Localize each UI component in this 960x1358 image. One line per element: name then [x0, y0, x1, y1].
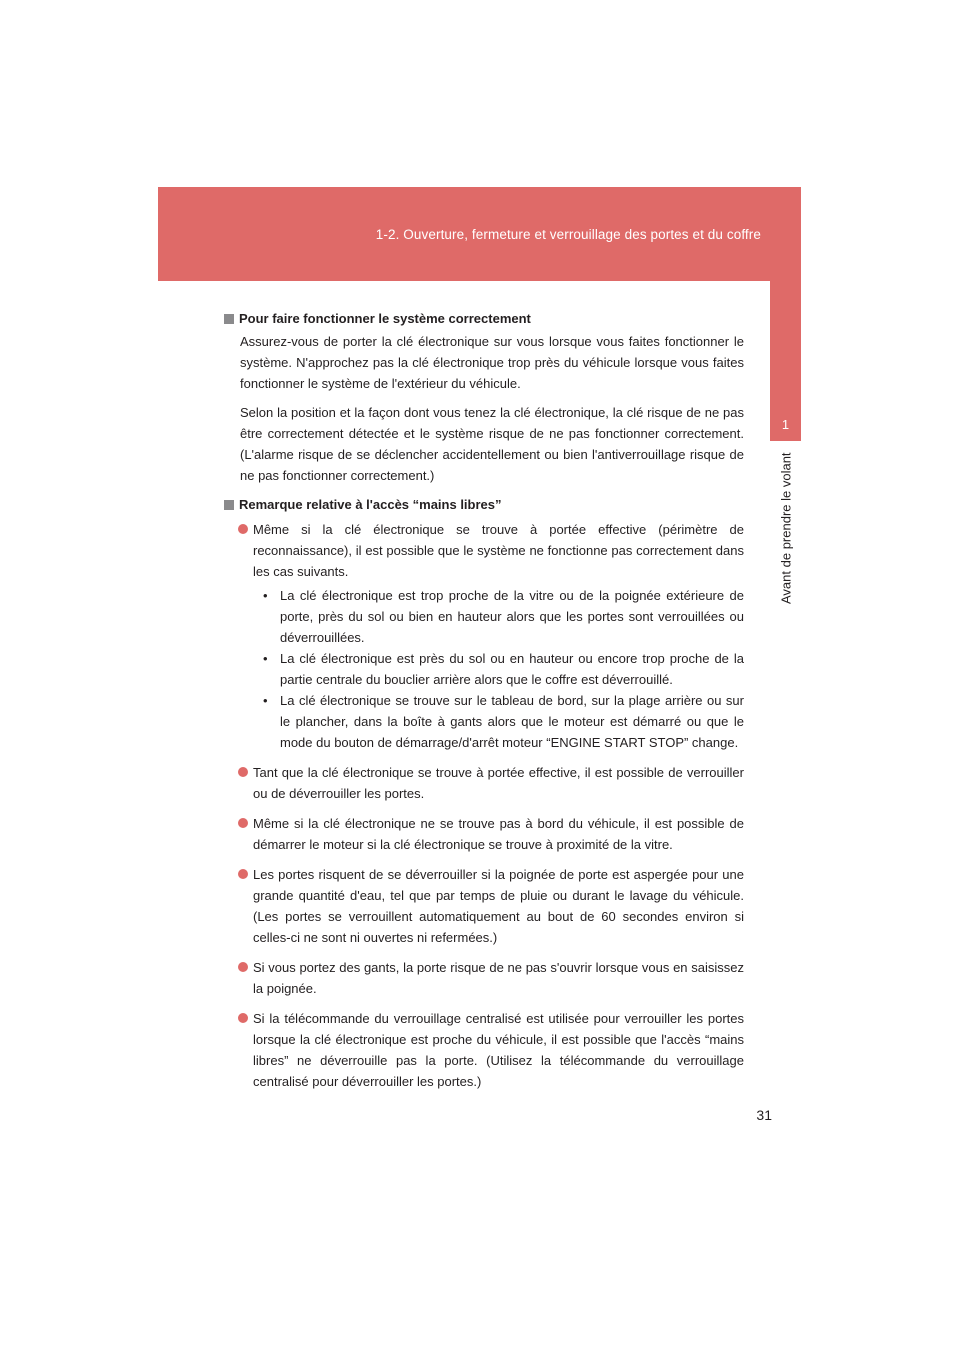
bullet-text: Même si la clé électronique ne se trouve pas à bord du véhicule, il est possible de démarrer le moteur si la clé électronique se trouve à proximité de la vitre.	[253, 816, 744, 852]
sub-list-item	[263, 648, 744, 690]
sub-list-item	[263, 690, 744, 753]
bullet-item	[238, 762, 744, 804]
bullet-dot-icon	[238, 869, 248, 879]
chapter-header-band	[158, 187, 801, 281]
sub-bullet-mark: •	[263, 651, 268, 666]
bullet-dot-icon	[238, 1013, 248, 1023]
square-marker-icon	[224, 500, 234, 510]
section-heading	[224, 494, 744, 515]
bullet-content	[253, 519, 744, 753]
bullet-text: Si la télécommande du verrouillage centralisé est utilisée pour verrouiller les portes lorsque la clé électronique est proche du véhicule, il est possible que l'accès “mains libres” ne déverrouille pas la porte. (Utilisez la télécommande du verrouillage centralisé pour déverrouiller les portes.)	[253, 1011, 744, 1089]
bullet-dot-icon	[238, 962, 248, 972]
chapter-number: 1	[781, 417, 790, 432]
bullet-item	[238, 519, 744, 753]
section-title: 1-2. Ouverture, fermeture et verrouillage des portes et du coffre	[375, 227, 761, 242]
bullet-dot-icon	[238, 818, 248, 828]
sub-list-item	[263, 585, 744, 648]
bullet-item	[238, 1008, 744, 1092]
sub-bullet-mark: •	[263, 588, 268, 603]
page-number: 31	[756, 1107, 772, 1123]
bullet-dot-icon	[238, 524, 248, 534]
chapter-label: Avant de prendre le volant	[778, 452, 794, 604]
bullet-text: Si vous portez des gants, la porte risque de ne pas s'ouvrir lorsque vous en saisissez la poignée.	[253, 960, 744, 996]
sub-list	[253, 585, 744, 753]
paragraph: Assurez-vous de porter la clé électronique sur vous lorsque vous faites fonctionner le système. N'approchez pas la clé électronique trop près du véhicule lorsque vous faites fonctionner le système de l'extérieur du véhicule.	[240, 334, 744, 391]
bullet-dot-icon	[238, 767, 248, 777]
bullet-text: Même si la clé électronique se trouve à portée effective (périmètre de reconnaissance), il est possible que le système ne fonctionne pas correctement dans les cas suivants.	[253, 522, 744, 579]
page-content	[224, 308, 744, 1101]
bullet-text: Les portes risquent de se déverrouiller si la poignée de porte est aspergée pour une grande quantité d'eau, tel que par temps de pluie ou durant le lavage du véhicule. (Les portes se verrouillent automatiquement au bout de 60 secondes environ si celles-ci ne sont ni ouvertes ni refermées.)	[253, 867, 744, 945]
sub-bullet-mark: •	[263, 693, 268, 708]
bullet-item	[238, 864, 744, 948]
section-heading-text: Pour faire fonctionner le système correctement	[239, 311, 531, 326]
sub-list-text: La clé électronique est près du sol ou en hauteur ou encore trop proche de la partie centrale du bouclier arrière alors que le coffre est déverrouillé.	[280, 651, 744, 687]
sub-list-text: La clé électronique est trop proche de la vitre ou de la poignée extérieure de porte, près du sol ou bien en hauteur alors que les portes sont verrouillées ou déverrouillées.	[280, 588, 744, 645]
square-marker-icon	[224, 314, 234, 324]
section-heading-text: Remarque relative à l'accès “mains libres”	[239, 497, 502, 512]
sub-list-text: La clé électronique se trouve sur le tableau de bord, sur la plage arrière ou sur le plancher, dans la boîte à gants alors que le moteur est démarré ou que le mode du bouton de démarrage/d'arrêt moteur “ENGINE START STOP” change.	[280, 693, 744, 750]
bullet-item	[238, 813, 744, 855]
paragraph: Selon la position et la façon dont vous tenez la clé électronique, la clé risque de ne pas être correctement détectée et le système risque de ne pas fonctionner correctement. (L'alarme risque de se déclencher accidentellement ou bien l'antiverrouillage risque de ne pas fonctionner correctement.)	[240, 405, 744, 483]
section-heading	[224, 308, 744, 329]
bullet-text: Tant que la clé électronique se trouve à portée effective, il est possible de verrouiller ou de déverrouiller les portes.	[253, 765, 744, 801]
bullet-item	[238, 957, 744, 999]
chapter-tab	[770, 281, 801, 441]
